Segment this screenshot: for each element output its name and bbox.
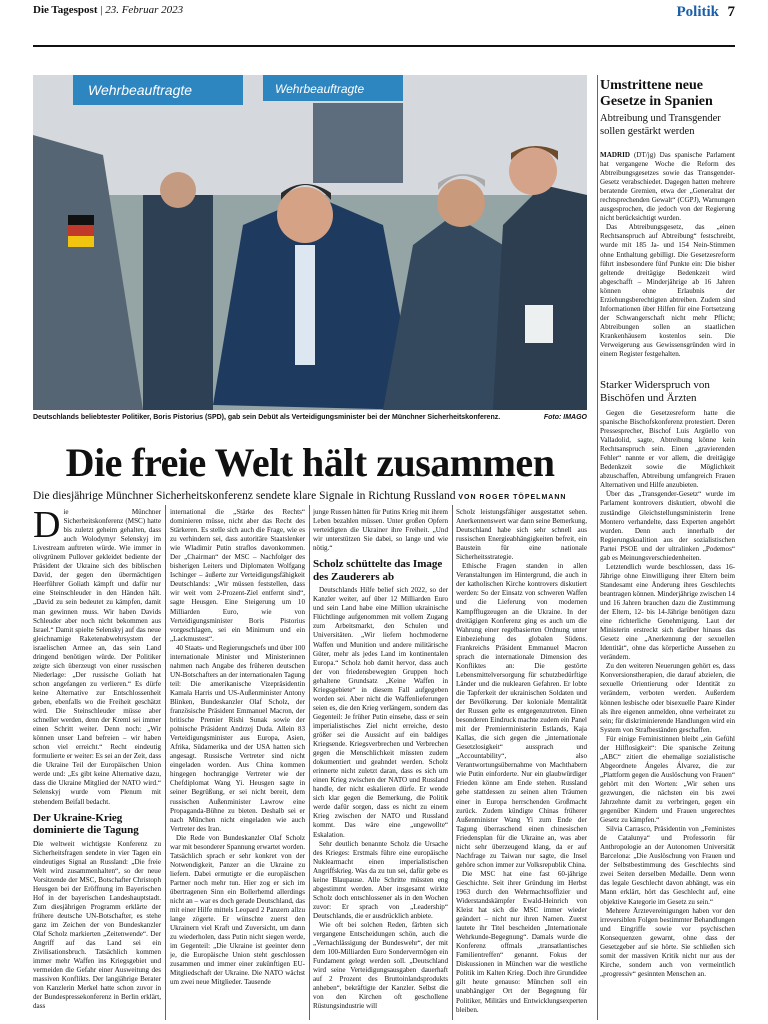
subhead-text: Die diesjährige Münchner Sicherheitskonferenz sendete klare Signale in Richtung Russland	[33, 490, 456, 502]
paragraph: Über das „Transgender-Gesetz“ wurde im Parlament kontrovers diskutiert, obwohl die zuständige Gleichstellungsministerin Irene Montero verhandelte, dass Experten angehört wurden. Denn auch innerhalb der Regierungskoalition aus der sozialistischen Partei PSOE und der ultralinken „Podemos“ gab es Meinungsverschiedenheiten.	[600, 490, 735, 562]
dateline-location: MADRID	[600, 151, 630, 159]
sidebar-header	[600, 78, 735, 141]
paragraph: international die „Stärke des Rechts“ dominieren müsse, nicht aber das Recht des Stärkeren. Es stelle sich auch die Frage, wie es zu verhindern sei, dass autoritäre Staatslenker wie Wladimir Putin straflos davonkommen. Der „Chairman“ der MSC – Nachfolger des bisherigen Leiters und Diplomaten Wolfgang Ischinger – äußerte zur Verteidigungsfähigkeit Deutschlands: „Wir müssen feststellen, dass wir weit vom 2-Prozent-Ziel entfernt sind“, sagte Heusgen. Eine Steigerung um 10 Milliarden Euro, wie von Verteidigungsminister Boris Pistorius vorgeschlagen, sei ein Minimum und ein „Lackmustest“.	[170, 508, 305, 643]
photo-illustration	[33, 75, 587, 410]
paragraph	[33, 508, 161, 807]
issue-date: 23. Februar 2023	[105, 4, 184, 16]
paragraph: Deutschlands Hilfe belief sich 2022, so der Kanzler weiter, auf über 12 Milliarden Euro und sein Land habe eine Million ukrainische Flüchtlinge aufgenommen mit vollem Zugang zum Arbeitsmarkt, den Schulen und Universitäten. „Wir liefern hochmoderne Waffen und Munition und andere militärische Güter, mehr als jedes Land im kontinentalen Europa.“ Scholz hob damit hervor, dass auch der von friedensbewegten Gruppen hoch gehaltene Grundsatz „Keine Waffen in Kriegsgebiete“ in diesem Fall aufgegeben worden sei. Aber nicht die Waffenlieferungen seien es, die den Krieg verlängern, sondern das Gegenteil: Je früher Putin einsehe, dass er sein imperialistisches Ziel nicht erreiche, desto größer sei die Aussicht auf ein baldiges Kriegsende. Kriegsverbrechen und Verbrechen gegen die Menschlichkeit müssten zudem dokumentiert und geahndet werden. Scholz erinnerte nicht zuletzt daran, dass es sich um einen Krieg zwischen der NATO und Russland handle, der nicht eskalieren dürfe. Er wende sich klar gegen die Bemerkung, die Politik werde dafür sorgen, dass es nicht zu einem Krieg zwischen der NATO und Russland kommt. Das wäre eine „ungewollte“ Eskalation.	[313, 586, 448, 839]
masthead	[33, 4, 735, 22]
author-byline: VON ROGER TÖPELMANN	[458, 494, 567, 501]
paragraph: Silvia Carrasco, Präsidentin von „Feministes de Catalunya“ und Professorin für Anthropologie an der Autonomen Universität Barcelona: „Die Auslöschung von Frauen und der Selbstbestimmung des Geschlechts sind zwei Seiten derselben Medaille. Denn wenn das legale Geschlecht davon abhängt, was ein Mann erklärt, hört das Geschlecht auf, eine objektive Kategorie im Gesetz zu sein.“	[600, 825, 735, 906]
newspaper-name: Die Tagespost	[33, 4, 98, 16]
page-number: 7	[727, 4, 735, 20]
paragraph: Sehr deutlich benannte Scholz die Ursache des Krieges: Erstmals führe eine europäische Nuklearmacht einen imperialistischen Angriffskrieg. Was da zu tun sei, dafür gebe es keine Blaupause. Alle Schritte müssten eng abgestimmt werden. Aber insgesamt wirkte Scholz doch entschlossener als in den Wochen zuvor: Er sprach von „Leadership“ Deutschlands, die er ausdrücklich anbiete.	[313, 839, 448, 920]
column-divider	[452, 505, 453, 1020]
column-divider	[165, 505, 166, 1020]
article-headline: Die freie Welt hält zusammen	[65, 440, 555, 485]
paragraph-text: Das spanische Parlament hat vergangene Woche die Reform des Abtreibungsgesetzes sowie das Transgender-Gesetz verabschiedet. Dagegen hatten mehrere beratende Gremien, etwa der „Generalrat der rechtsprechenden Gewalt“ (CGPJ), Warnungen ausgesprochen, die jedoch von der Regierung nicht berücksichtigt wurden.	[600, 151, 735, 223]
article-column-1	[33, 508, 161, 1020]
photo-sign-right: Wehrbeauftragte	[275, 82, 365, 96]
paragraph: Die MSC hat eine fast 60-jährige Geschichte. Seit ihrer Gründung im Herbst 1963 durch den Wehrmachtsoffizier und Widerstandskämpfer Ewald-Heinrich von Kleist hat sich die MSC immer wieder geändert – nicht nur ihren Namen. Zuerst lautete ihr Titel bescheiden „Internationale Wehrkunde-Begegnung“. Damals wurde die Konferenz offmals „transatlantisches Familientreffen“ genannt. Fokus der Diskussionen in München war die westliche Politik im Kalten Krieg. Doch ihre Grundidee gilt heute genauso: München soll ein unabhängiger Ort der Begegnung für Politiker, Militärs und Entwicklungsexperten bleiben.	[456, 869, 587, 1014]
paragraph: Ethische Fragen standen in allen Veranstaltungen im Hintergrund, die auch in der katholischen Kirche kontrovers diskutiert werden: So der Einsatz von schweren Waffen und die Lieferung von modernen Kampfflugzeugen an die Ukraine. In der dreitägigen Konferenz ging es auch um die Wahrung einer regelbasierten Ordnung unter Einbeziehung des globalen Südens. Frankreichs Präsident Emmanuel Macron sprach die internationale Dimension des Konfliktes an: Die gestörte Lebensmittelversorgung für schutzbedürftige Länder und die nuklearen Gefahren. Er lobte die Tapferkeit der ukrainischen Soldaten und der Bevölkerung. Der koloniale Mentalität der Russen gelte es entgegenzutreten. Einen besonderen Eindruck machte zudem ein Panel mit der Premierministerin Estlands, Kaja Kallas, die sich gegen die „internationale Gesetzlosigkeit“ aussprach und „Accountability“, also Verantwortungsübernahme von Machthabern wie Putin einforderte. Nur ein glaubwürdiger Frieden könne am Ende stehen. Russland gehe stattdessen zu seinen alten Träumen einer in Europa herrschenden Großmacht zurück. Zudem kündigte Chinas früherer Außenminister Wang Yi zum Ende der Tagung überraschend einen chinesischen Friedensplan für die Ukraine an, was aber nicht sehr überzeugend klang, da er auf Nachfrage zu Taiwan nur sagte, die Insel gehöre schon immer zur Volksrepublik China.	[456, 562, 587, 869]
section-label: Politik	[676, 4, 719, 20]
paragraph: Die Rede von Bundeskanzler Olaf Scholz war mit besonderer Spannung erwartet worden. Tatsächlich sprach er sehr konkret von der Notwendigkeit, Panzer an die Ukraine zu liefern. Dabei ermutigte er die europäischen Partner noch mehr tun. Hier zog er sich im übertragenen Sinn ein Bollerhemd allerdings nicht an – war es doch gerade Deutschland, das mit einer Hilfe mittels Leopard 2 Panzern allzu lange zögerte. Er wünschte zuerst den Ukrainern viel Kraft und Zuversicht, um dann zu wiederholen, dass Putin nicht siegen werde, im Gegenteil: „Die Ukraine ist geeinter denn je, die Europäische Union steht geschlossen zusammen und immer einer zukünftigen EU-Mitgliedschaft der Ukraine. Die NATO wächst um zwei neue Mitglieder. Tausende	[170, 833, 305, 987]
sidebar-column-top	[600, 151, 735, 377]
sidebar-subheading: Starker Widerspruch von Bischöfen und Ärzten	[600, 379, 710, 404]
photo-caption	[33, 414, 587, 421]
masthead-separator: |	[100, 4, 106, 16]
sidebar-title: Umstrittene neue Gesetze in Spanien	[600, 78, 713, 109]
dateline-agency: (DT/jg)	[633, 151, 656, 159]
paragraph: junge Russen hätten für Putins Krieg mit ihrem Leben bezahlen müssen. Unter großen Opfern verteidigten die Ukrainer ihre Freiheit. „Und wir unterstützen Sie dabei, so lange und wie nötig.“	[313, 508, 448, 553]
sidebar-column-bottom	[600, 409, 735, 1020]
paragraph: Die weltweit wichtigste Konferenz zu Sicherheitsfragen sendete in vier Tagen ein eindeutiges Signal an Russland: „Die freie Welt wird zusammenhalten“, so der neue Vorsitzende der MSC, Botschafter Christoph Heusgen bei der Eröffnung im Bayerischen Hof in der bayerischen Landeshauptstadt. Zum diesjährigen Programm erklärte der frühere deutsche UN-Botschafter, es stehe ganz im Zeichen der von Bundeskanzler Olaf Scholz markierten „Zeitenwende“. Der Angriff auf das Land sei ein Zivilisationsbruch. Tatsächlich kommen immer mehr Waffen ins Kriegsgebiet und vermeiden die Gefahr einer Ausweitung des massiven Konflikts. Der langjährige Berater von Kanzlerin Merkel hatte schon zuvor in der Bundespressekonferenz in Berlin erklärt, dass	[33, 839, 161, 1011]
paragraph: Zu den weiteren Neuerungen gehört es, dass Konversionstherapien, die darauf abzielen, die sexuelle Orientierung oder Identität zu verändern, verboten werden. Außerdem können lesbische oder bisexuelle Paare Kinder als ihre eigenen anmelden, ohne verheiratet zu sein; für diskriminierende Handlungen wird ein System von Strafbeständen geschaffen.	[600, 662, 735, 734]
photo-credit: Foto: IMAGO	[543, 414, 587, 421]
paragraph	[600, 151, 735, 223]
subheading: Scholz schüttelte das Image des Zauderers ab	[313, 558, 443, 583]
paragraph: Für einige Feministinnen bleibt „ein Gefühl der Hilflosigkeit“: Die spanische Zeitung „ABC“ zitiert die ehemalige sozialistische Abgeordnete Ángeles Álvarez, die zur „Plattform gegen die Auslöschung von Frauen“ gehört mit den Worten: „Wir sehen uns gezwungen, die nächsten ein bis zwei Jahrzehnte damit zu verbringen, gegen ein gegenüber Kindern und Frauen ungerechtes Gesetz zu kämpfen.“	[600, 734, 735, 825]
article-column-3	[313, 508, 448, 1020]
photo-sign-left: Wehrbeauftragte	[88, 82, 193, 98]
paragraph: Scholz leistungsfähiger ausgestattet sehen. Anerkennenswert war dann seine Bemerkung, Deutschland habe sich sehr schnell aus russischen Energieabhängigkeiten befreit, ein Baustein für eine nationale Sicherheitsstrategie.	[456, 508, 587, 562]
article-column-4	[456, 508, 587, 1020]
article-subhead	[33, 489, 587, 505]
sidebar-divider	[597, 75, 598, 1020]
column-divider	[309, 505, 310, 1020]
drop-cap: D	[33, 508, 61, 546]
paragraph-text: ie Münchner Sicherheitskonferenz (MSC) hatte bis zuletzt geheim gehalten, dass auch Wolodymyr Selenskyj im Livestream auftreten würde. Wie immer in olivgrünem Pullover gekleidet bediente der Präsident der Ukraine sich des biblischen David, der gegen den übermächtigen Heerführer Goliath kämpft und dafür nur eine Steinschleuder in den Händen hält. „David zu sein bedeutet zu kämpfen, damit man gewinnen muss. Wir haben Davids Schleuder aber noch nicht bekommen aus Israel.“ Damit spielte Selenskyj auf das neue gleichnamige Raketenabwehrsystem der israelischen Armee an, das sein Land dringend benötigen würde. Der Politiker zeigte sich überzeugt von einer russischen Niederlage: „Der russische Goliath hat schon angefangen zu verlieren.“ Es dürfe keine Alternative zur Entschlossenheit geben, ebenfalls wo die Freiheit geschätzt wird. Die Steinschleuder müsse aber schneller werden, denn der Kreml sei immer einen Schritt weiter. Denn noch: „Wir können unser Land befreien – wir haben schon viel erreicht.“ Recht eindeutig formulierte er weiter: Es sei an der Zeit, dass die Ukraine Teil der Europäischen Union werde und: „Es gibt keine Alternative dazu, dass die Ukraine Mitglied der NATO wird.“ Selenskyj wurde vom Plenum mit stehendem Beifall bedacht.	[33, 508, 161, 806]
paragraph: Das Abtreibungsgesetz, das „einen Rechtsanspruch auf Abtreibung“ festschreibt, wurde mit 185 Ja- und 154 Nein-Stimmen ohne Enthaltung gebilligt. Die Gesetzesreform führt insbesondere fünf Punkte ein: Die bisher geltende dreitägige Bedenkzeit wird abgeschafft – Minderjährige ab 16 Jahren können ohne Erlaubnis der Erziehungsberechtigten abtreiben. Zudem sind Informationen über Hilfen für eine Fortsetzung der Schwangerschaft nicht mehr Pflicht; Abtreibungen sollen an staatlichen Krankenhäusern kostenlos sein. Die Verweigerung aus Gewissensgründen wird in einem Register festgehalten.	[600, 223, 735, 359]
subheading: Der Ukraine-Krieg dominierte die Tagung	[33, 811, 139, 837]
header-rule	[33, 45, 735, 47]
sidebar-deck: Abtreibung und Transgender sollen gestärkt werden	[600, 113, 721, 137]
paragraph: Wie oft bei solchen Reden, färbten sich vergangene Entscheidungen schön, auch die „Vernachlässigung der Bundeswehr“, der mit dem 100-Milliarden Euro Sondervermögen ein Fundament gelegt werden soll. „Deutschland wird seine Verteidigungsausgaben dauerhaft auf 2 Prozent des Bruttoinlandsprodukts anheben“, bekräftigte der Kanzler. Selbst die von den Kirchen oft geschollene Rüstungsindustrie will	[313, 920, 448, 1011]
article-column-2	[170, 508, 305, 1020]
paragraph: Letztendlich wurde beschlossen, dass 16-Jährige ohne Einwilligung ihrer Eltern beim Standesamt eine Änderung ihres Geschlechts beantragen können. Minderjährige zwischen 14 und 16 Jahren brauchen dazu die Zustimmung der Eltern, 12- bis 14-Jährige benötigen dazu eine richterliche Genehmigung. Laut der Ministerin erstreckt sich darüber hinaus das Gesetz eine „Anerkennung der sexuellen Identität“, ohne das körperliche Aussehen zu verändern.	[600, 562, 735, 662]
paragraph: 40 Staats- und Regierungschefs und über 100 internationale Minister und Ministerinnen nahmen nach Angabe des früheren deutschen UN-Botschafters an der internationalen Tagung teil: Die amerikanische Vizepräsidentin Kamala Harris und US-Außenminister Antony Blinken, Bundeskanzler Olaf Scholz, der französische Präsident Emmanuel Macron, der britische Premier Rishi Sunak sowie der polnische Präsident Andrzej Duda. Allein 83 Verteidigungsminister aus Europa, Asien, Afrika, Südamerika und der USA hatten sich angesagt. Russische Vertreter sind nicht eingeladen worden. Aus China kommen hingegen hochrangige Vertreter wie der Chefdiplomat Wang Yi. Heusgen sagte in seiner Begrüßung, er sei nicht bereit, dem russischen Außenminister Lawrow eine Propaganda-Bühne zu bieten. Deshalb sei er nach München nicht eingeladen wie auch Vertreter des Iran.	[170, 643, 305, 833]
caption-text: Deutschlands beliebtester Politiker, Boris Pistorius (SPD), gab sein Debüt als Verteidigungsminister bei der Münchner Sicherheitskonferenz.	[33, 414, 501, 421]
paragraph: Mehrere Ärztevereinigungen haben vor den irreversiblen Folgen bestimmter Behandlungen und Eingriffe sowie vor psychischen Konsequenzen gewarnt, ohne dass der Gesetzgeber auf sie hörte. Sie schließen sich somit der massiven Kritik nicht nur aus der Kirche, sondern auch von vermeintlich „progressiv“ gesinnten Menschen an.	[600, 906, 735, 978]
paragraph: Gegen die Gesetzesreform hatte die spanische Bischofskonferenz protestiert. Deren Pressesprecher, Bischof Luis Argüello von Valladolid, sagte, Abtreibung könne kein Rechtsanspruch sein. Einen „gravierenden Fehler“ nannte er vor allem, die dreitägige Bedenkzeit sowie die Möglichkeit abzuschaffen, Abtreibung umfangreich Frauen Alternativen und Hilfe anzubieten.	[600, 409, 735, 490]
lead-photo	[33, 75, 587, 410]
